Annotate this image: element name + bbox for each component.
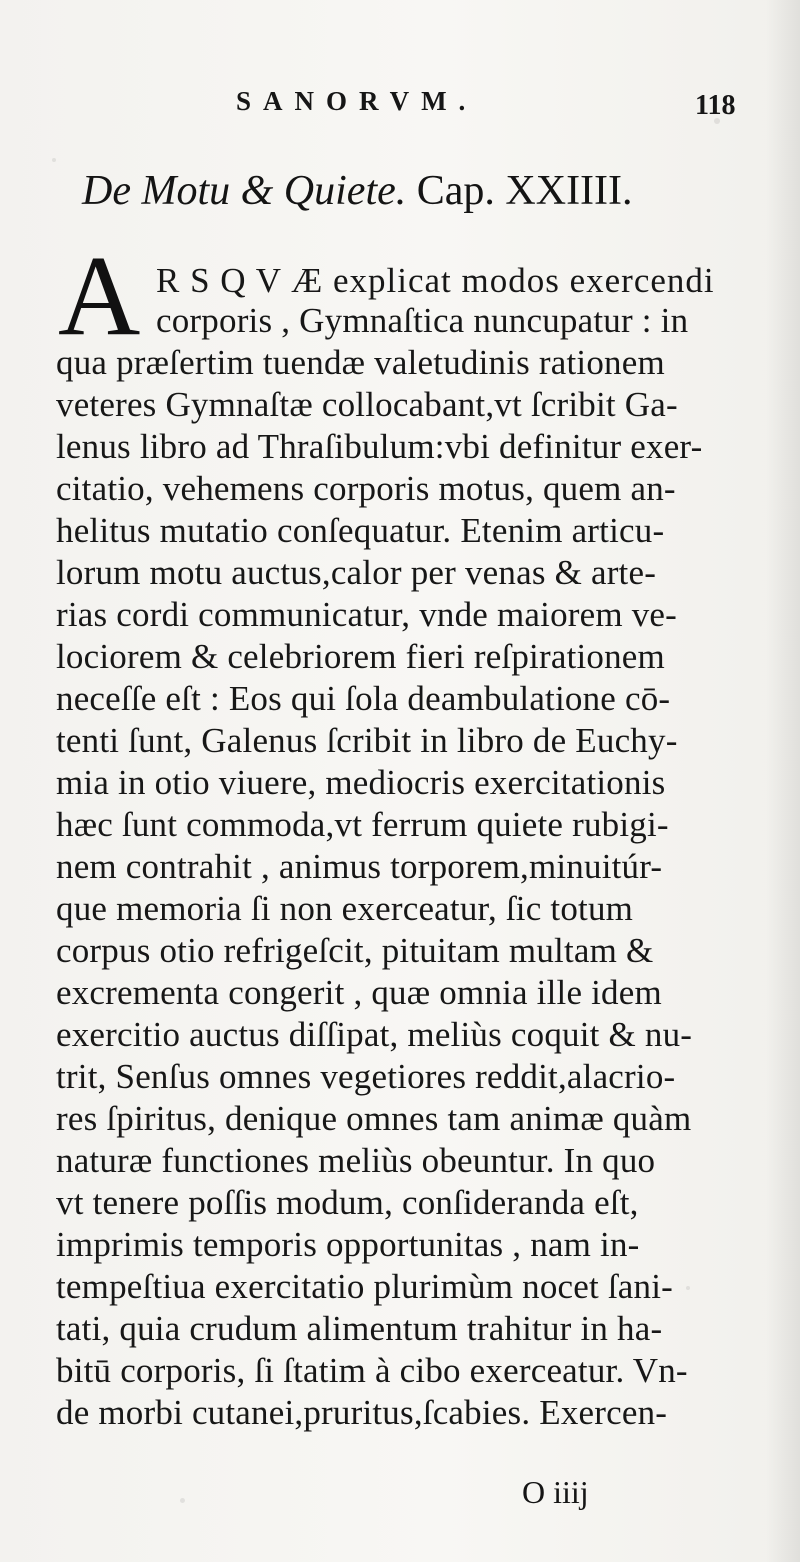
drop-cap-letter: A (58, 232, 141, 359)
page-edge-shadow (766, 0, 800, 1562)
body-line-22: naturæ functiones meliùs obeuntur. In quo (56, 1141, 656, 1180)
body-line-14: hæc ſunt commoda,vt ferrum quiete rubigi- (56, 805, 669, 844)
signature-mark: O iiij (522, 1474, 589, 1510)
body-line-1: R S Q V Æ explicat modos exercendi (156, 261, 715, 300)
body-line-16: que memoria ſi non exerceatur, ſic totum (56, 889, 634, 928)
chapter-heading (82, 164, 742, 218)
body-line-9: rias cordi communicatur, vnde maiorem ve- (56, 595, 678, 634)
body-line-24: imprimis temporis opportunitas , nam in- (56, 1225, 640, 1264)
body-line-13: mia in otio viuere, mediocris exercitationis (56, 763, 666, 802)
paper-speckle (714, 118, 720, 124)
body-line-2: corporis , Gymnaſtica nuncupatur : in (156, 301, 689, 340)
body-line-10: lociorem & celebriorem fieri reſpirationem (56, 637, 665, 676)
paper-speckle (52, 158, 56, 162)
body-line-19: exercitio auctus diſſipat, meliùs coquit & nu- (56, 1015, 693, 1054)
body-line-5: lenus libro ad Thraſibulum:vbi definitur exer- (56, 427, 703, 466)
body-line-4: veteres Gymnaſtæ collocabant,vt ſcribit Ga- (56, 385, 678, 424)
running-title: SANORVM. (236, 86, 478, 116)
body-line-6: citatio, vehemens corporis motus, quem an- (56, 469, 676, 508)
body-line-11: neceſſe eſt : Eos qui ſola deambulatione cō- (56, 679, 671, 718)
body-line-23: vt tenere poſſis modum, conſideranda eſt, (56, 1183, 639, 1222)
body-line-25: tempeſtiua exercitatio plurimùm nocet ſani- (56, 1267, 673, 1306)
chapter-title: De Motu & Quiete. (82, 168, 407, 214)
body-line-26: tati, quia crudum alimentum trahitur in ha- (56, 1309, 663, 1348)
body-line-15: nem contrahit , animus torporem,minuitúr- (56, 847, 663, 886)
body-line-3: qua præſertim tuendæ valetudinis rationem (56, 343, 665, 382)
body-line-12: tenti ſunt, Galenus ſcribit in libro de Euchy- (56, 721, 678, 760)
page-number: 118 (695, 90, 736, 121)
body-line-27: bitū corporis, ſi ſtatim à cibo exerceatur. Vn- (56, 1351, 688, 1390)
body-line-18: excrementa congerit , quæ omnia ille idem (56, 973, 662, 1012)
chapter-caption: Cap. XXIIII. (416, 168, 633, 214)
body-line-28: de morbi cutanei,pruritus,ſcabies. Exercen- (56, 1393, 668, 1432)
paper-speckle (686, 1286, 690, 1290)
paper-speckle (180, 1498, 185, 1503)
body-line-8: lorum motu auctus,calor per venas & arte- (56, 553, 657, 592)
body-line-21: res ſpiritus, denique omnes tam animæ quàm (56, 1099, 692, 1138)
body-line-17: corpus otio refrigeſcit, pituitam multam & (56, 931, 654, 970)
body-line-20: trit, Senſus omnes vegetiores reddit,alacrio- (56, 1057, 676, 1096)
body-line-7: helitus mutatio conſequatur. Etenim articu- (56, 511, 665, 550)
